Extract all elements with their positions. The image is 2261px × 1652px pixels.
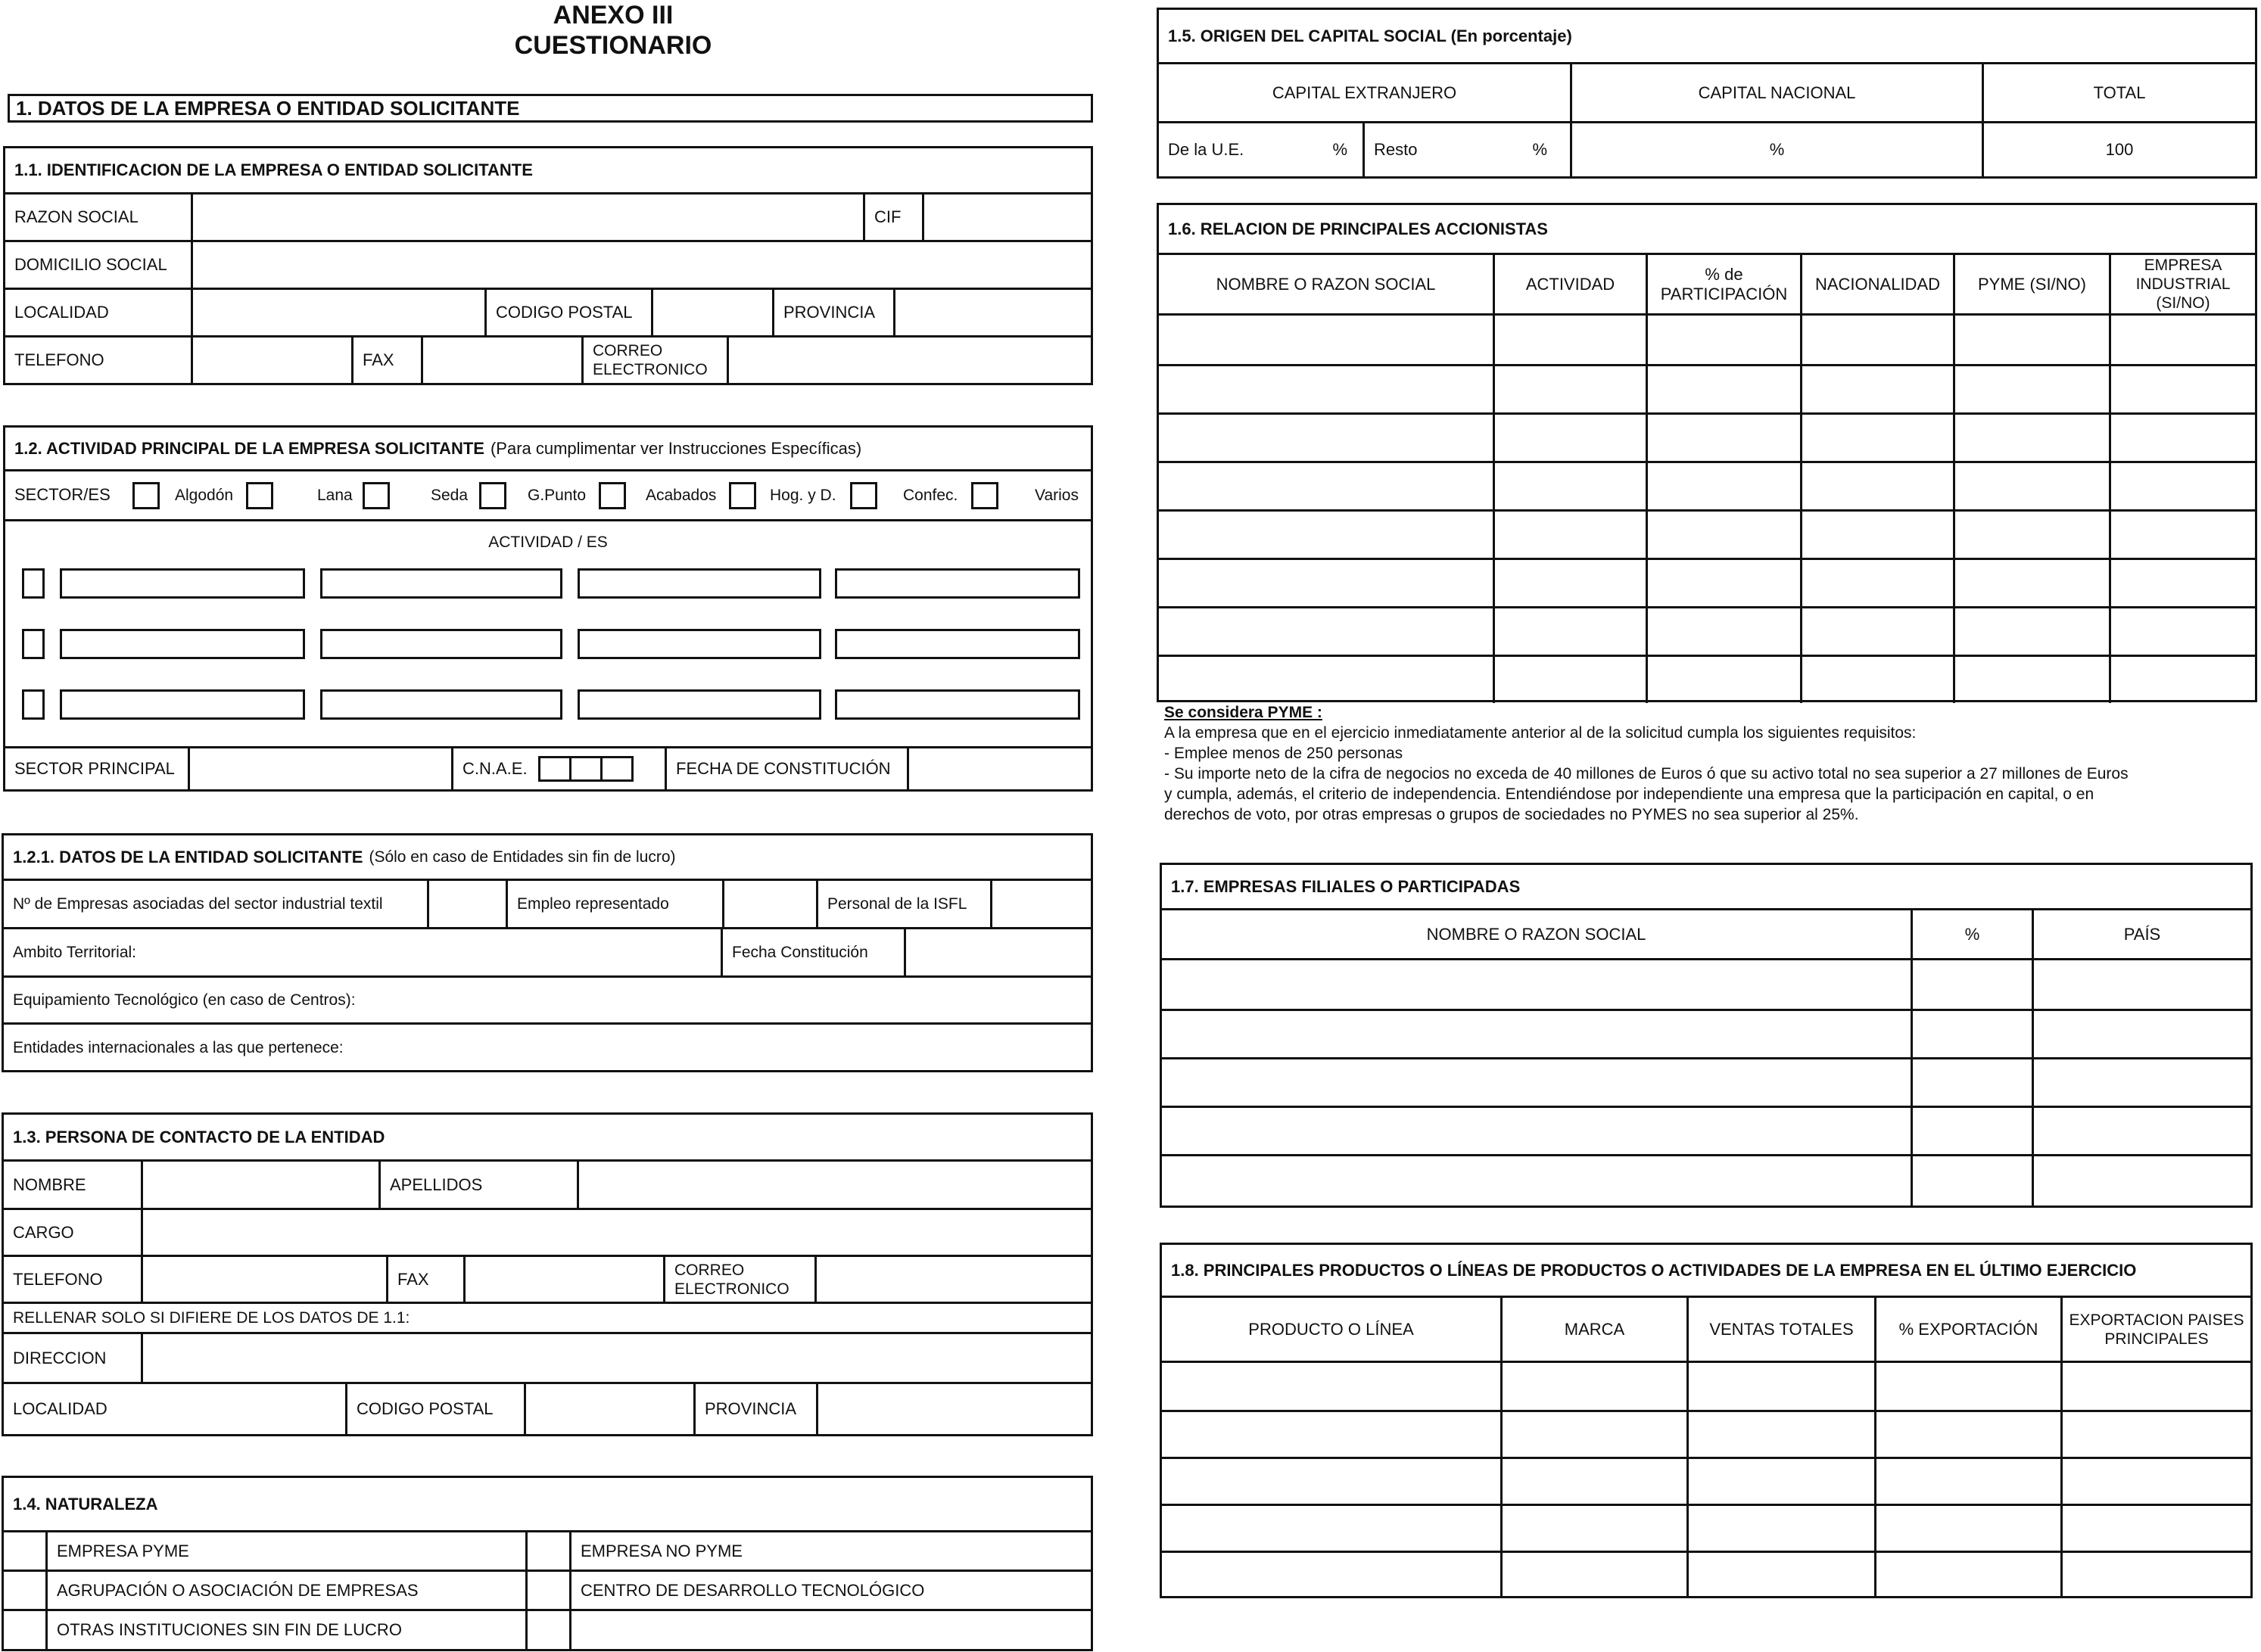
capital-nacional-header: CAPITAL NACIONAL bbox=[1572, 64, 1984, 121]
actividad-field[interactable] bbox=[320, 568, 562, 599]
resto-label: Resto bbox=[1374, 140, 1418, 159]
col-nombre-header: NOMBRE O RAZON SOCIAL bbox=[1159, 255, 1495, 313]
empresa-pyme-checkbox[interactable] bbox=[4, 1532, 48, 1570]
personal-field[interactable] bbox=[992, 881, 1091, 927]
section-1-6 bbox=[1157, 203, 2257, 702]
row-cargo bbox=[4, 1210, 1091, 1257]
empresa-no-pyme-checkbox[interactable] bbox=[528, 1532, 571, 1570]
row-telefono-contacto bbox=[4, 1257, 1091, 1304]
row-sector-principal bbox=[5, 748, 1091, 789]
ventas-header: VENTAS TOTALES bbox=[1689, 1298, 1876, 1361]
naturaleza-row bbox=[4, 1611, 1091, 1649]
actividad-field[interactable] bbox=[320, 689, 562, 720]
sector-seda-checkbox[interactable] bbox=[363, 482, 390, 509]
fecha-label: Fecha Constitución bbox=[723, 929, 906, 975]
cargo-label: CARGO bbox=[4, 1210, 143, 1255]
row-direccion bbox=[4, 1334, 1091, 1384]
row-ambito bbox=[4, 929, 1091, 978]
section-1-3-title: 1.3. PERSONA DE CONTACTO DE LA ENTIDAD bbox=[4, 1115, 1091, 1162]
cnae-cell bbox=[453, 748, 667, 789]
otras-instituciones-checkbox[interactable] bbox=[4, 1611, 48, 1649]
cnae-field[interactable] bbox=[538, 756, 634, 782]
codigo-postal-field[interactable] bbox=[653, 290, 774, 335]
razon-social-field[interactable] bbox=[193, 194, 865, 240]
section-1-7 bbox=[1160, 863, 2253, 1208]
actividad-field[interactable] bbox=[578, 689, 821, 720]
accionistas-header-row bbox=[1159, 255, 2255, 316]
productos-body bbox=[1162, 1363, 2250, 1596]
section-1-2-1-title-main: 1.2.1. DATOS DE LA ENTIDAD SOLICITANTE bbox=[13, 847, 363, 866]
apellidos-field[interactable] bbox=[579, 1162, 1091, 1208]
pyme-note-line: - Emplee menos de 250 personas bbox=[1164, 745, 1403, 762]
section-1-2-title-note: (Para cumplimentar ver Instrucciones Específicas) bbox=[490, 438, 862, 458]
pct-exportacion-header: % EXPORTACIÓN bbox=[1876, 1298, 2063, 1361]
codigo-postal-contacto-label: CODIGO POSTAL bbox=[347, 1384, 526, 1434]
empresa-pyme-label: EMPRESA PYME bbox=[48, 1532, 528, 1570]
codigo-postal-contacto-field[interactable] bbox=[526, 1384, 696, 1434]
sector-varios-checkbox[interactable] bbox=[971, 482, 998, 509]
filiales-header-row bbox=[1162, 910, 2250, 960]
equipamiento-label[interactable]: Equipamiento Tecnológico (en caso de Centros): bbox=[13, 991, 356, 1009]
actividad-check[interactable] bbox=[22, 689, 45, 720]
sector-principal-label: SECTOR PRINCIPAL bbox=[5, 748, 190, 789]
empresa-no-pyme-label: EMPRESA NO PYME bbox=[581, 1541, 743, 1560]
sector-algodon-checkbox[interactable] bbox=[132, 482, 160, 509]
correo-label-line1: CORREO bbox=[593, 342, 663, 359]
domicilio-field[interactable] bbox=[193, 242, 1091, 288]
actividad-field[interactable] bbox=[60, 568, 305, 599]
row-localidad bbox=[5, 290, 1091, 338]
row-telefono bbox=[5, 338, 1091, 383]
sectores-label: SECTOR/ES bbox=[14, 485, 111, 504]
ambito-label[interactable]: Ambito Territorial: bbox=[4, 929, 723, 975]
fax-contacto-field[interactable] bbox=[466, 1257, 665, 1302]
n-empresas-label: Nº de Empresas asociadas del sector industrial textil bbox=[4, 881, 429, 927]
direccion-label: DIRECCION bbox=[4, 1334, 143, 1382]
row-asociadas bbox=[4, 881, 1091, 929]
row-entidades bbox=[4, 1025, 1091, 1070]
pyme-note-line: - Su importe neto de la cifra de negocios no exceda de 40 millones de Euros ó que su activo total no sea superior a 27 millones de Euros bbox=[1164, 765, 2129, 782]
fecha-constitucion-field[interactable] bbox=[909, 748, 1091, 789]
col-industrial-header: EMPRESA INDUSTRIAL (SI/NO) bbox=[2135, 257, 2231, 312]
telefono-field[interactable] bbox=[193, 338, 353, 383]
col-participacion-header: % de PARTICIPACIÓN bbox=[1648, 255, 1802, 313]
correo-field[interactable] bbox=[729, 338, 1091, 383]
localidad-field[interactable] bbox=[193, 290, 487, 335]
productos-header-row bbox=[1162, 1298, 2250, 1363]
questionnaire-title: CUESTIONARIO bbox=[514, 31, 712, 60]
nombre-field[interactable] bbox=[143, 1162, 381, 1208]
section-1-4 bbox=[2, 1476, 1093, 1651]
total-value: 100 bbox=[2105, 140, 2134, 159]
marca-header: MARCA bbox=[1503, 1298, 1689, 1361]
otras-instituciones-label: OTRAS INSTITUCIONES SIN FIN DE LUCRO bbox=[48, 1611, 528, 1649]
section-1-5-title: 1.5. ORIGEN DEL CAPITAL SOCIAL (En porcentaje) bbox=[1159, 10, 2255, 64]
capital-header-row bbox=[1159, 64, 2255, 123]
cargo-field[interactable] bbox=[143, 1210, 1091, 1255]
actividad-field[interactable] bbox=[835, 568, 1080, 599]
section-1-title: 1. DATOS DE LA EMPRESA O ENTIDAD SOLICITANTE bbox=[16, 96, 520, 120]
section-1-2 bbox=[3, 425, 1093, 792]
actividades-block bbox=[5, 521, 1091, 748]
empleo-field[interactable] bbox=[724, 881, 818, 927]
sector-lana-label: Lana bbox=[317, 487, 353, 504]
actividades-label: ACTIVIDAD / ES bbox=[488, 534, 608, 551]
personal-label: Personal de la ISFL bbox=[818, 881, 992, 927]
section-1-2-title bbox=[5, 428, 1091, 471]
section-1-2-1-title bbox=[4, 835, 1091, 881]
sector-lana-checkbox[interactable] bbox=[246, 482, 273, 509]
fax-label: FAX bbox=[353, 338, 423, 383]
telefono-contacto-label: TELEFONO bbox=[4, 1257, 143, 1302]
fax-contacto-label: FAX bbox=[388, 1257, 466, 1302]
total-header: TOTAL bbox=[2093, 82, 2146, 102]
n-empresas-field[interactable] bbox=[429, 881, 508, 927]
ue-label: De la U.E. bbox=[1168, 140, 1244, 159]
sector-algodon-label: Algodón bbox=[175, 487, 234, 504]
empleo-label: Empleo representado bbox=[508, 881, 724, 927]
filial-pct-header: % bbox=[1913, 910, 2034, 958]
row-domicilio bbox=[5, 242, 1091, 290]
sector-varios-label: Varios bbox=[1035, 487, 1079, 504]
fecha-constitucion-label: FECHA DE CONSTITUCIÓN bbox=[667, 748, 909, 789]
apellidos-label: APELLIDOS bbox=[381, 1162, 579, 1208]
row-sectores bbox=[5, 471, 1091, 521]
naturaleza-row bbox=[4, 1532, 1091, 1572]
correo-label bbox=[584, 338, 729, 383]
ue-pct: % bbox=[1332, 140, 1347, 159]
direccion-field[interactable] bbox=[143, 1334, 1091, 1382]
provincia-field[interactable] bbox=[895, 290, 1091, 335]
sector-hogar-label: Hog. y D. bbox=[770, 487, 836, 504]
row-localidad-contacto bbox=[4, 1384, 1091, 1434]
pyme-note-line: A la empresa que en el ejercicio inmediatamente anterior al de la solicitud cumpla los siguientes requisitos: bbox=[1164, 724, 1917, 742]
sector-acabados-label: Acabados bbox=[646, 487, 717, 504]
section-1-8-title: 1.8. PRINCIPALES PRODUCTOS O LÍNEAS DE PRODUCTOS O ACTIVIDADES DE LA EMPRESA EN EL ÚLTIMO EJERCICIO bbox=[1162, 1245, 2250, 1298]
col-pyme-header: PYME (SI/NO) bbox=[1955, 255, 2111, 313]
fecha-field[interactable] bbox=[906, 929, 1091, 975]
col-actividad-header: ACTIVIDAD bbox=[1495, 255, 1648, 313]
section-1-1 bbox=[3, 146, 1093, 385]
pyme-note-line: y cumpla, además, el criterio de independencia. Entendiéndose por independiente una empresa que la participación en capital, o en bbox=[1164, 786, 2094, 803]
cif-field[interactable] bbox=[924, 194, 1091, 240]
section-1-3 bbox=[2, 1112, 1093, 1436]
sector-confec-label: Confec. bbox=[903, 487, 958, 504]
accionistas-body bbox=[1159, 316, 2255, 703]
centro-desarrollo-label: CENTRO DE DESARROLLO TECNOLÓGICO bbox=[581, 1580, 925, 1600]
sector-gpunto-label: G.Punto bbox=[528, 487, 587, 504]
provincia-label: PROVINCIA bbox=[774, 290, 895, 335]
provincia-contacto-field[interactable] bbox=[818, 1384, 1091, 1434]
domicilio-label: DOMICILIO SOCIAL bbox=[5, 242, 193, 288]
section-1-7-title: 1.7. EMPRESAS FILIALES O PARTICIPADAS bbox=[1162, 865, 2250, 910]
nacional-pct[interactable]: % bbox=[1572, 123, 1984, 176]
correo-contacto-field[interactable] bbox=[817, 1257, 1091, 1302]
sector-hogar-checkbox[interactable] bbox=[729, 482, 756, 509]
capital-values-row bbox=[1159, 123, 2255, 176]
rellenar-note: RELLENAR SOLO SI DIFIERE DE LOS DATOS DE 1.1: bbox=[13, 1309, 410, 1327]
filiales-body bbox=[1162, 960, 2250, 1206]
cnae-label: C.N.A.E. bbox=[462, 759, 528, 778]
section-1-2-1 bbox=[2, 833, 1093, 1072]
blank-checkbox[interactable] bbox=[528, 1611, 571, 1649]
resto-cell[interactable] bbox=[1365, 123, 1572, 176]
correo-contacto-line2: ELECTRONICO bbox=[674, 1280, 789, 1298]
row-nombre bbox=[4, 1162, 1091, 1210]
codigo-postal-label: CODIGO POSTAL bbox=[487, 290, 653, 335]
pyme-note-line: derechos de voto, por otras empresas o grupos de sociedades no PYMES no sea superior al 25%. bbox=[1164, 806, 1859, 823]
entidades-label[interactable]: Entidades internacionales a las que pertenece: bbox=[13, 1038, 344, 1056]
sector-acabados-checkbox[interactable] bbox=[599, 482, 626, 509]
actividad-check[interactable] bbox=[22, 629, 45, 659]
section-1-1-title: 1.1. IDENTIFICACION DE LA EMPRESA O ENTIDAD SOLICITANTE bbox=[5, 148, 1091, 194]
razon-social-label: RAZON SOCIAL bbox=[5, 194, 193, 240]
row-rellenar bbox=[4, 1304, 1091, 1334]
paises-header: EXPORTACION PAISES PRINCIPALES bbox=[2069, 1311, 2244, 1348]
row-equipamiento bbox=[4, 978, 1091, 1025]
actividad-field[interactable] bbox=[578, 629, 821, 659]
section-1-5 bbox=[1157, 8, 2257, 179]
annex-title: ANEXO III bbox=[553, 1, 674, 30]
section-1-2-title-main: 1.2. ACTIVIDAD PRINCIPAL DE LA EMPRESA SOLICITANTE bbox=[14, 438, 484, 458]
nombre-label: NOMBRE bbox=[4, 1162, 143, 1208]
localidad-contacto-label: LOCALIDAD bbox=[4, 1384, 347, 1434]
actividad-field[interactable] bbox=[60, 629, 305, 659]
sector-principal-field[interactable] bbox=[190, 748, 453, 789]
correo-label-line2: ELECTRONICO bbox=[593, 361, 708, 378]
actividad-check[interactable] bbox=[22, 568, 45, 599]
blank-label bbox=[571, 1611, 1091, 1649]
actividad-field[interactable] bbox=[578, 568, 821, 599]
pyme-note-title: Se considera PYME : bbox=[1164, 704, 1322, 721]
telefono-contacto-field[interactable] bbox=[143, 1257, 388, 1302]
row-razon-social bbox=[5, 194, 1091, 242]
section-1-6-title: 1.6. RELACION DE PRINCIPALES ACCIONISTAS bbox=[1159, 205, 2255, 255]
actividad-field[interactable] bbox=[60, 689, 305, 720]
pyme-definition-note bbox=[1164, 702, 2254, 825]
producto-header: PRODUCTO O LÍNEA bbox=[1162, 1298, 1503, 1361]
provincia-contacto-label: PROVINCIA bbox=[696, 1384, 818, 1434]
fax-field[interactable] bbox=[423, 338, 584, 383]
filial-pais-header: PAÍS bbox=[2123, 924, 2161, 944]
correo-contacto-line1: CORREO bbox=[674, 1261, 745, 1279]
capital-extranjero-header: CAPITAL EXTRANJERO bbox=[1159, 64, 1572, 121]
agrupacion-checkbox[interactable] bbox=[4, 1572, 48, 1609]
filial-nombre-header: NOMBRE O RAZON SOCIAL bbox=[1162, 910, 1913, 958]
sector-confec-checkbox[interactable] bbox=[850, 482, 877, 509]
correo-contacto-label bbox=[665, 1257, 817, 1302]
localidad-label: LOCALIDAD bbox=[5, 290, 193, 335]
cif-label: CIF bbox=[865, 194, 924, 240]
resto-pct: % bbox=[1532, 140, 1547, 159]
centro-desarrollo-checkbox[interactable] bbox=[528, 1572, 571, 1609]
sector-gpunto-checkbox[interactable] bbox=[479, 482, 506, 509]
section-1-8 bbox=[1160, 1243, 2253, 1598]
agrupacion-label: AGRUPACIÓN O ASOCIACIÓN DE EMPRESAS bbox=[48, 1572, 528, 1609]
section-1-4-title: 1.4. NATURALEZA bbox=[4, 1478, 1091, 1532]
actividad-field[interactable] bbox=[320, 629, 562, 659]
sector-seda-label: Seda bbox=[431, 487, 469, 504]
actividad-field[interactable] bbox=[835, 629, 1080, 659]
actividad-field[interactable] bbox=[835, 689, 1080, 720]
section-1-2-1-title-note: (Sólo en caso de Entidades sin fin de lucro) bbox=[369, 848, 676, 866]
telefono-label: TELEFONO bbox=[5, 338, 193, 383]
naturaleza-row bbox=[4, 1572, 1091, 1611]
col-nacionalidad-header: NACIONALIDAD bbox=[1802, 255, 1955, 313]
section-1-banner bbox=[8, 94, 1093, 123]
ue-cell[interactable] bbox=[1159, 123, 1365, 176]
